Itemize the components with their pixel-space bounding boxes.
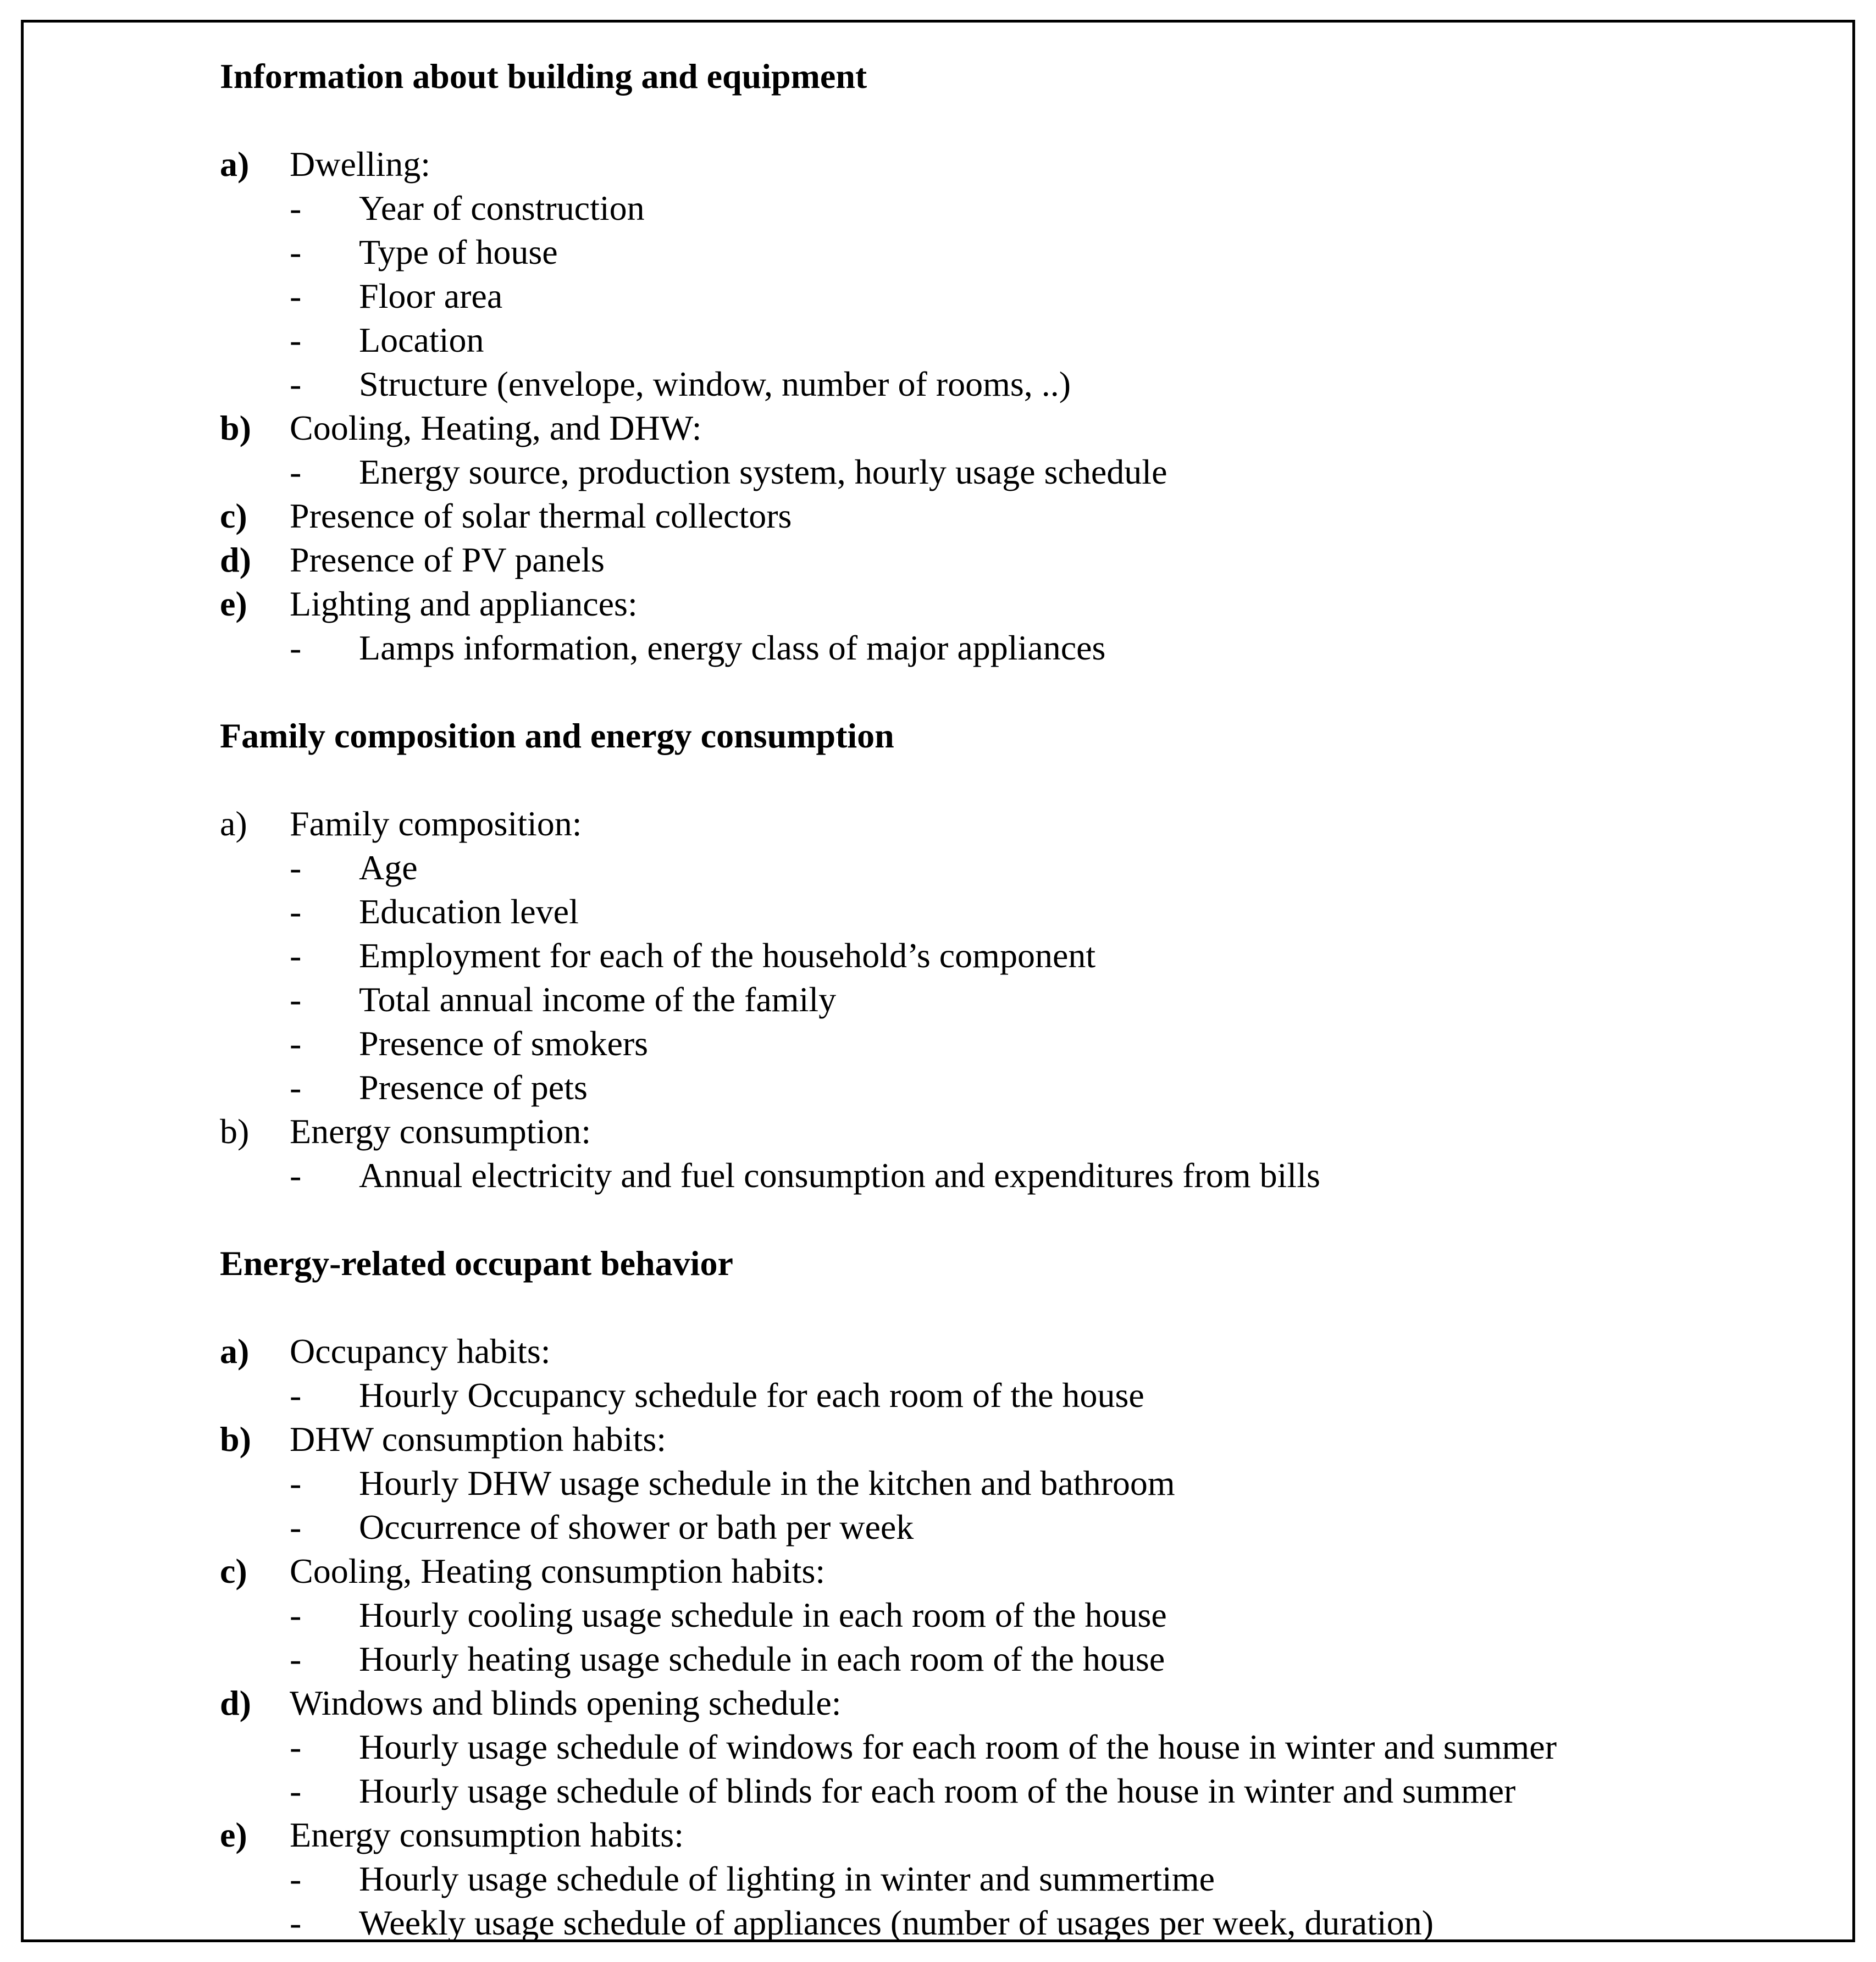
dash-bullet: - [290, 1771, 302, 1810]
item-label: DHW consumption habits: [290, 1420, 666, 1459]
sub-item [220, 978, 1830, 1022]
list-item [220, 582, 1830, 626]
list-item [220, 802, 1830, 846]
dash-bullet: - [290, 364, 302, 403]
dash-bullet: - [290, 1595, 302, 1634]
sub-item [220, 1022, 1830, 1066]
item-label: Lighting and appliances: [290, 584, 638, 623]
dash-bullet: - [290, 1376, 302, 1415]
item-marker: b) [220, 408, 251, 447]
list-item [220, 1549, 1830, 1593]
sub-item [220, 1901, 1830, 1945]
dash-bullet: - [290, 1903, 302, 1942]
document-frame [21, 20, 1855, 1942]
sub-item [220, 1373, 1830, 1417]
item-label: Cooling, Heating, and DHW: [290, 408, 702, 447]
section-title: Information about building and equipment [220, 57, 867, 96]
dash-bullet: - [290, 1507, 302, 1547]
sub-item-text: Location [359, 320, 484, 359]
sub-item-text: Hourly usage schedule of lighting in winter and summertime [359, 1859, 1215, 1898]
sub-item-text: Hourly Occupancy schedule for each room of the house [359, 1376, 1144, 1415]
item-label: Energy consumption habits: [290, 1815, 684, 1854]
sub-item [220, 1637, 1830, 1681]
list-item [220, 1681, 1830, 1725]
dash-bullet: - [290, 980, 302, 1019]
sub-item-text: Floor area [359, 276, 503, 315]
spacer [220, 758, 1830, 802]
sub-item-text: Type of house [359, 232, 558, 271]
sub-item [220, 846, 1830, 890]
list-item [220, 1417, 1830, 1461]
item-marker: c) [220, 496, 247, 535]
dash-bullet: - [290, 848, 302, 887]
sub-item [220, 230, 1830, 274]
dash-bullet: - [290, 320, 302, 359]
dash-bullet: - [290, 892, 302, 931]
section-title: Family composition and energy consumption [220, 716, 894, 755]
sub-item [220, 1725, 1830, 1769]
sub-item-text: Presence of pets [359, 1068, 588, 1107]
item-label: Energy consumption: [290, 1112, 591, 1151]
sub-item-text: Hourly usage schedule of blinds for each room of the house in winter and summer [359, 1771, 1516, 1810]
item-marker: d) [220, 540, 251, 579]
item-label: Dwelling: [290, 145, 430, 184]
sub-item-text: Hourly DHW usage schedule in the kitchen and bathroom [359, 1464, 1175, 1503]
dash-bullet: - [290, 276, 302, 315]
item-marker: b) [220, 1112, 250, 1151]
sub-item-text: Total annual income of the family [359, 980, 837, 1019]
item-marker: a) [220, 145, 250, 184]
sub-item-text: Employment for each of the household’s component [359, 936, 1096, 975]
sub-item [220, 450, 1830, 494]
dash-bullet: - [290, 1639, 302, 1678]
list-item [220, 406, 1830, 450]
item-marker: e) [220, 1815, 247, 1854]
section-title: Energy-related occupant behavior [220, 1244, 733, 1283]
sub-item-text: Hourly cooling usage schedule in each room of the house [359, 1595, 1167, 1634]
item-label: Presence of PV panels [290, 540, 605, 579]
sub-item [220, 890, 1830, 934]
list-item [220, 1110, 1830, 1154]
list-item [220, 142, 1830, 186]
sub-item [220, 626, 1830, 670]
sub-item [220, 186, 1830, 230]
item-label: Occupancy habits: [290, 1332, 551, 1371]
sub-item-text: Hourly usage schedule of windows for each room of the house in winter and summer [359, 1727, 1557, 1766]
sub-item [220, 1593, 1830, 1637]
item-label: Presence of solar thermal collectors [290, 496, 792, 535]
dash-bullet: - [290, 452, 302, 491]
sub-item [220, 1857, 1830, 1901]
sub-item-text: Education level [359, 892, 579, 931]
sub-item-text: Energy source, production system, hourly usage schedule [359, 452, 1167, 491]
sub-item-text: Age [359, 848, 418, 887]
list-item [220, 1329, 1830, 1373]
dash-bullet: - [290, 1024, 302, 1063]
dash-bullet: - [290, 1464, 302, 1503]
item-label: Windows and blinds opening schedule: [290, 1683, 842, 1722]
sub-item [220, 934, 1830, 978]
spacer [220, 670, 1830, 714]
sub-item-text: Annual electricity and fuel consumption and expenditures from bills [359, 1156, 1320, 1195]
sub-item [220, 1505, 1830, 1549]
item-marker: b) [220, 1420, 251, 1459]
spacer [220, 1285, 1830, 1329]
sub-item [220, 318, 1830, 362]
spacer [220, 1198, 1830, 1242]
item-marker: c) [220, 1551, 247, 1590]
sub-item [220, 1769, 1830, 1813]
sub-item-text: Occurrence of shower or bath per week [359, 1507, 914, 1547]
dash-bullet: - [290, 1859, 302, 1898]
list-item [220, 494, 1830, 538]
item-marker: a) [220, 804, 247, 843]
sub-item [220, 1461, 1830, 1505]
sub-item [220, 1154, 1830, 1198]
sub-item [220, 362, 1830, 406]
sub-item [220, 1066, 1830, 1110]
sub-item-text: Hourly heating usage schedule in each room of the house [359, 1639, 1165, 1678]
dash-bullet: - [290, 189, 302, 228]
dash-bullet: - [290, 232, 302, 271]
list-item [220, 1813, 1830, 1857]
sub-item-text: Structure (envelope, window, number of rooms, ..) [359, 364, 1071, 403]
sub-item-text: Presence of smokers [359, 1024, 649, 1063]
dash-bullet: - [290, 1068, 302, 1107]
sub-item [220, 274, 1830, 318]
dash-bullet: - [290, 1156, 302, 1195]
item-label: Family composition: [290, 804, 582, 843]
list-item [220, 538, 1830, 582]
dash-bullet: - [290, 936, 302, 975]
item-marker: a) [220, 1332, 250, 1371]
dash-bullet: - [290, 628, 302, 667]
spacer [220, 98, 1830, 142]
sub-item-text: Year of construction [359, 189, 645, 228]
item-marker: d) [220, 1683, 251, 1722]
sub-item-text: Lamps information, energy class of major appliances [359, 628, 1106, 667]
item-label: Cooling, Heating consumption habits: [290, 1551, 826, 1590]
document-content [220, 54, 1830, 1945]
sub-item-text: Weekly usage schedule of appliances (number of usages per week, duration) [359, 1903, 1434, 1942]
item-marker: e) [220, 584, 247, 623]
dash-bullet: - [290, 1727, 302, 1766]
